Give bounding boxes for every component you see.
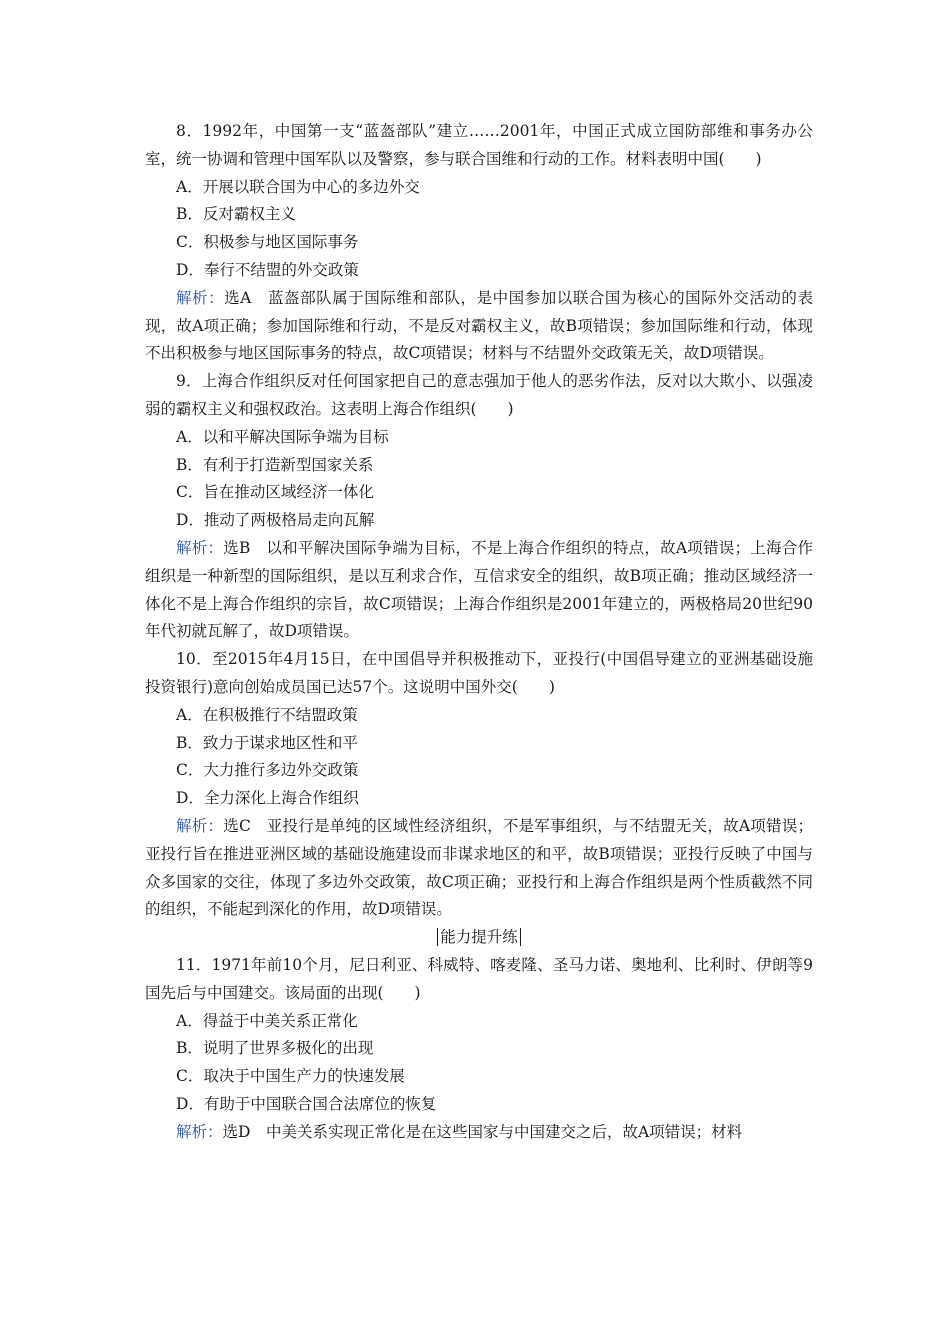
question-8-analysis: [145, 285, 813, 368]
analysis-label: 解析：: [176, 1122, 223, 1141]
section-heading: [145, 924, 813, 952]
question-8-option-b: B．反对霸权主义: [176, 205, 296, 224]
analysis-label: 解析：: [176, 816, 224, 835]
question-8-option-a: A．开展以联合国为中心的多边外交: [176, 177, 420, 196]
analysis-text: 选D 中美关系实现正常化是在这些国家与中国建交之后，故A项错误；材料: [222, 1122, 743, 1141]
question-11-option-c: C．取决于中国生产力的快速发展: [176, 1067, 405, 1086]
section-title: 能力提升练: [437, 928, 521, 946]
analysis-text: 选C 亚投行是单纯的区域性经济组织，不是军事组织，与不结盟无关，故A项错误；亚投行旨在推进亚洲区域的基础设施建设而非谋求地区的和平，故B项错误；亚投行反映了中国与众多国家的交往，体现了多边外交政策，故C项正确；亚投行和上海合作组织是两个性质截然不同的组织，不能起到深化的作用，故D项错误。: [145, 816, 813, 919]
question-9-option-c: C．旨在推动区域经济一体化: [176, 483, 374, 502]
question-9-option-b: B．有利于打造新型国家关系: [176, 455, 374, 474]
question-8-stem: 8．1992年，中国第一支“蓝盔部队”建立……2001年，中国正式成立国防部维和事务办公室，统一协调和管理中国军队以及警察，参与联合国维和行动的工作。材料表明中国( ): [145, 122, 813, 168]
question-11-stem: 11．1971年前10个月，尼日利亚、科威特、喀麦隆、圣马力诺、奥地利、比利时、伊朗等9国先后与中国建交。该局面的出现( ): [145, 955, 813, 1002]
question-10-option-d: D．全力深化上海合作组织: [176, 789, 359, 808]
question-9-option-d: D．推动了两极格局走向瓦解: [176, 511, 375, 530]
question-11-option-d: D．有助于中国联合国合法席位的恢复: [176, 1094, 437, 1113]
question-8-option-c: C．积极参与地区国际事务: [176, 233, 359, 252]
question-10-option-c: C．大力推行多边外交政策: [176, 761, 359, 780]
question-9-analysis: [145, 535, 813, 646]
analysis-text: 选A 蓝盔部队属于国际维和部队，是中国参加以联合国为核心的国际外交活动的表现，故A项正确；参加国际维和行动，不是反对霸权主义，故B项错误；参加国际维和行动，体现不出积极参与地区国际事务的特点，故C项错误；材料与不结盟外交政策无关，故D项错误。: [145, 288, 813, 363]
analysis-label: 解析：: [176, 538, 224, 557]
analysis-label: 解析：: [176, 288, 225, 307]
question-11-option-b: B．说明了世界多极化的出现: [176, 1039, 374, 1058]
question-10-option-a: A．在积极推行不结盟政策: [176, 705, 358, 724]
question-9-option-a: A．以和平解决国际争端为目标: [176, 427, 389, 446]
question-10-stem: 10．至2015年4月15日，在中国倡导并积极推动下，亚投行(中国倡导建立的亚洲基础设施投资银行)意向创始成员国已达57个。这说明中国外交( ): [145, 650, 813, 696]
question-9-stem: 9．上海合作组织反对任何国家把自己的意志强加于他人的恶劣作法，反对以大欺小、以强凌弱的霸权主义和强权政治。这表明上海合作组织( ): [145, 372, 813, 418]
question-11-option-a: A．得益于中美关系正常化: [176, 1011, 358, 1030]
question-11-analysis: [145, 1119, 813, 1147]
question-8-option-d: D．奉行不结盟的外交政策: [176, 260, 359, 279]
document-page: [145, 118, 813, 1146]
analysis-text: 选B 以和平解决国际争端为目标，不是上海合作组织的特点，故A项错误；上海合作组织是一种新型的国际组织，是以互利求合作，互信求安全的组织，故B项正确；推动区域经济一体化不是上海合作组织的宗旨，故C项错误；上海合作组织是2001年建立的，两极格局20世纪90年代初就瓦解了，故D项错误。: [145, 538, 813, 641]
question-10-analysis: [145, 813, 813, 924]
question-10-option-b: B．致力于谋求地区性和平: [176, 733, 358, 752]
